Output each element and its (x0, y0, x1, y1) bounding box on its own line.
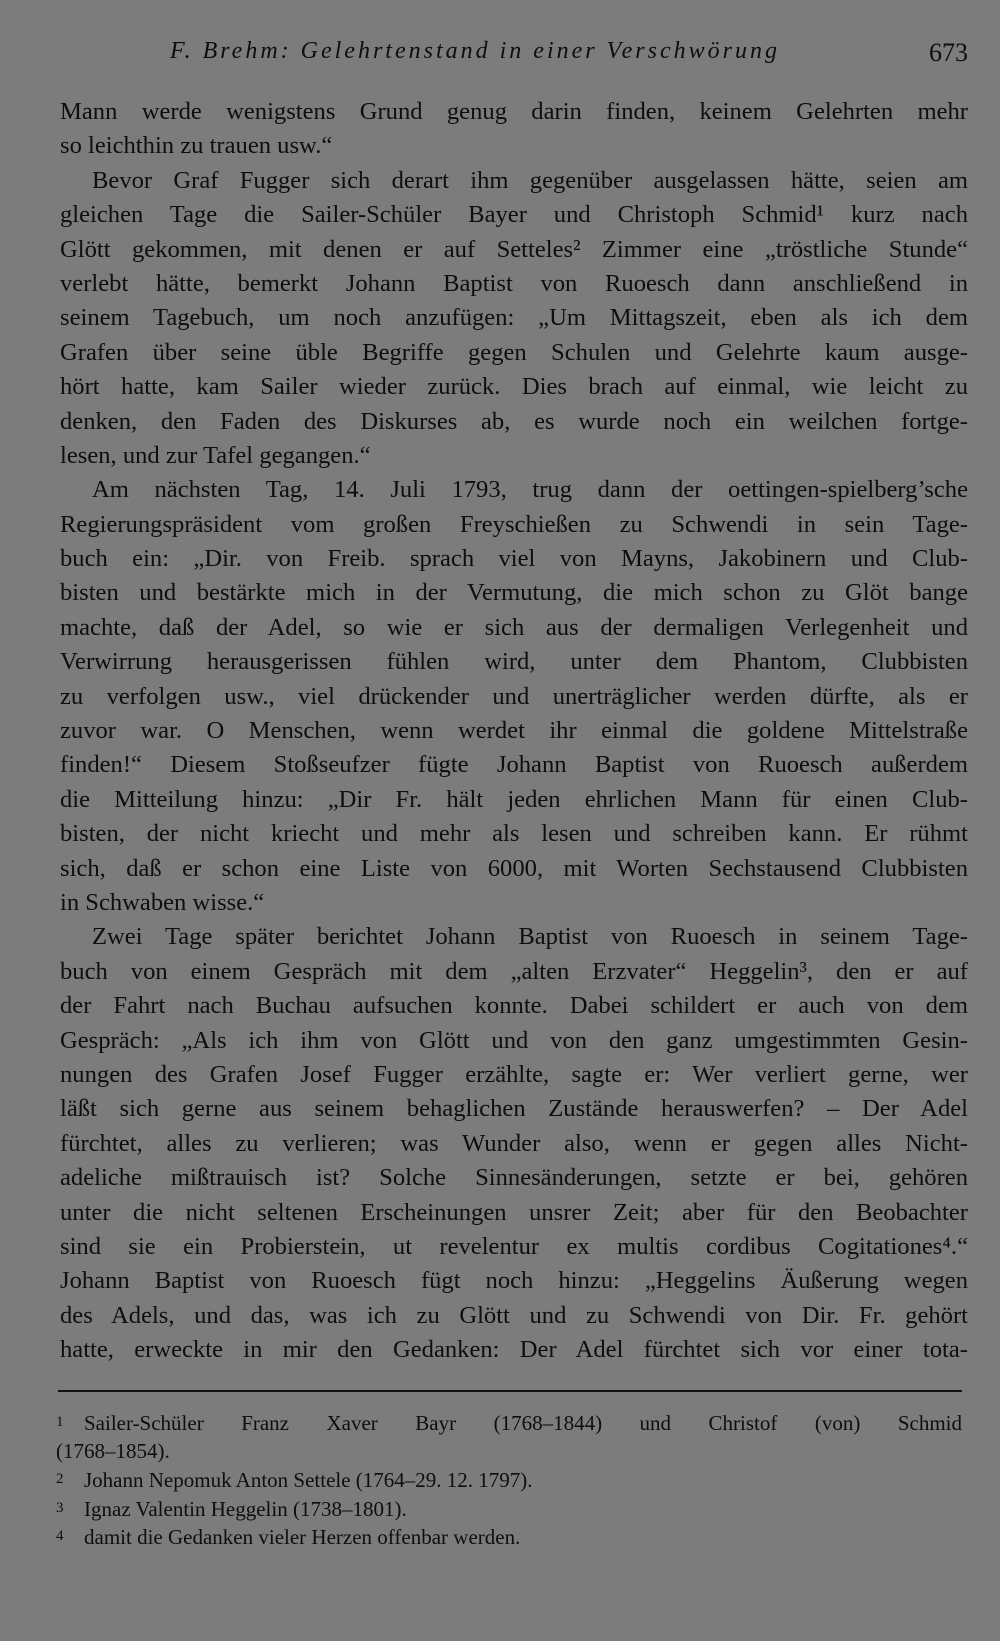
text-line: unter die nicht seltenen Erscheinungen unsrer Zeit; aber für den Beobachter (60, 1198, 968, 1226)
footnote-item (56, 1494, 962, 1523)
text-line: Bevor Graf Fugger sich derart ihm gegenüber ausgelassen hätte, seien am (92, 166, 968, 194)
footnote-number: 2 (56, 1471, 64, 1487)
text-line: der Fahrt nach Buchau aufsuchen konnte. Dabei schildert er auch von dem (60, 992, 968, 1020)
footnote-number: 4 (56, 1528, 64, 1544)
text-line: läßt sich gerne aus seinem behaglichen Zustände herauswerfen? – Der Adel (60, 1095, 968, 1123)
footnotes (56, 1408, 962, 1551)
text-line: denken, den Faden des Diskurses ab, es wurde noch ein weilchen fortge- (60, 407, 968, 435)
running-title: F. Brehm: Gelehrtenstand in einer Verschwörung (170, 38, 780, 64)
text-line: nungen des Grafen Josef Fugger erzählte, sagte er: Wer verliert gerne, wer (60, 1060, 968, 1088)
text-line: zuvor war. O Menschen, wenn werdet ihr einmal die goldene Mittelstraße (60, 717, 968, 745)
text-line: Glött gekommen, mit denen er auf Setteles² Zimmer eine „tröstliche Stunde“ (60, 235, 968, 263)
footnote-text: Sailer-Schüler Franz Xaver Bayr (1768–1844) und Christof (von) Schmid (84, 1411, 962, 1435)
text-line: buch von einem Gespräch mit dem „alten Erzvater“ Heggelin³, den er auf (60, 957, 968, 985)
text-line: Grafen über seine üble Begriffe gegen Schulen und Gelehrte kaum ausge- (60, 338, 968, 366)
text-line: hört hatte, kam Sailer wieder zurück. Dies brach auf einmal, wie leicht zu (60, 373, 968, 401)
text-line: bisten und bestärkte mich in der Vermutung, die mich schon zu Glöt bange (60, 579, 968, 607)
body-text (60, 95, 968, 1367)
text-line: so leichthin zu trauen usw.“ (60, 132, 333, 160)
text-line: des Adels, und das, was ich zu Glött und zu Schwendi von Dir. Fr. gehört (60, 1301, 968, 1329)
text-line: Regierungspräsident vom großen Freyschießen zu Schwendi in sein Tage- (60, 510, 968, 538)
text-line: lesen, und zur Tafel gegangen.“ (60, 441, 371, 469)
text-line: Mann werde wenigstens Grund genug darin finden, keinem Gelehrten mehr (60, 98, 968, 125)
text-line: Gespräch: „Als ich ihm von Glött und von den ganz umgestimmten Gesin- (60, 1026, 968, 1054)
text-line: seinem Tagebuch, um noch anzufügen: „Um Mittagszeit, eben als ich dem (60, 304, 968, 332)
footnote-number: 1 (56, 1414, 64, 1430)
text-line: gleichen Tage die Sailer-Schüler Bayer und Christoph Schmid¹ kurz nach (60, 201, 968, 229)
footnote-text: Ignaz Valentin Heggelin (1738–1801). (84, 1496, 407, 1521)
text-line: finden!“ Diesem Stoßseufzer fügte Johann Baptist von Ruoesch außerdem (60, 751, 968, 779)
footnote-continuation: (1768–1854). (56, 1438, 170, 1463)
text-line: Zwei Tage später berichtet Johann Baptist von Ruoesch in seinem Tage- (92, 923, 968, 951)
text-line: sich, daß er schon eine Liste von 6000, mit Worten Sechstausend Clubbisten (60, 854, 968, 882)
text-line: adeliche mißtrauisch ist? Solche Sinnesänderungen, setzte er bei, gehören (60, 1164, 968, 1192)
text-line: machte, daß der Adel, so wie er sich aus der dermaligen Verlegenheit und (60, 613, 968, 641)
text-line: Johann Baptist von Ruoesch fügt noch hinzu: „Heggelins Äußerung wegen (60, 1267, 968, 1295)
text-line: die Mitteilung hinzu: „Dir Fr. hält jeden ehrlichen Mann für einen Club- (60, 785, 968, 813)
footnote-text: damit die Gedanken vieler Herzen offenbar werden. (84, 1525, 521, 1549)
text-line: hatte, erweckte in mir den Gedanken: Der Adel fürchtet sich vor einer tota- (60, 1336, 968, 1364)
footnote-item (56, 1522, 962, 1551)
footnote-item (56, 1465, 962, 1494)
footnote-number: 3 (56, 1499, 64, 1516)
text-line: buch ein: „Dir. von Freib. sprach viel von Mayns, Jakobinern und Club- (60, 545, 968, 573)
page-number: 673 (929, 38, 968, 67)
text-line: sind sie ein Probierstein, ut revelentur ex multis cordibus Cogitationes⁴.“ (60, 1232, 968, 1260)
text-line: in Schwaben wisse.“ (60, 888, 265, 916)
footnote-item (56, 1408, 962, 1437)
text-line: zu verfolgen usw., viel drückender und unerträglicher werden dürfte, als er (60, 682, 968, 710)
text-line: bisten, der nicht kriecht und mehr als lesen und schreiben kann. Er rühmt (60, 820, 968, 848)
page-header (60, 38, 968, 74)
text-line: Verwirrung herausgerissen fühlen wird, unter dem Phantom, Clubbisten (60, 648, 968, 676)
text-line: Am nächsten Tag, 14. Juli 1793, trug dann der oettingen-spielberg’sche (92, 476, 968, 504)
footnote-divider (58, 1390, 962, 1392)
text-line: verlebt hätte, bemerkt Johann Baptist von Ruoesch dann anschließend in (60, 269, 968, 297)
text-line: fürchtet, alles zu verlieren; was Wunder also, wenn er gegen alles Nicht- (60, 1129, 968, 1157)
footnote-text: Johann Nepomuk Anton Settele (1764–29. 12. 1797). (84, 1468, 533, 1492)
